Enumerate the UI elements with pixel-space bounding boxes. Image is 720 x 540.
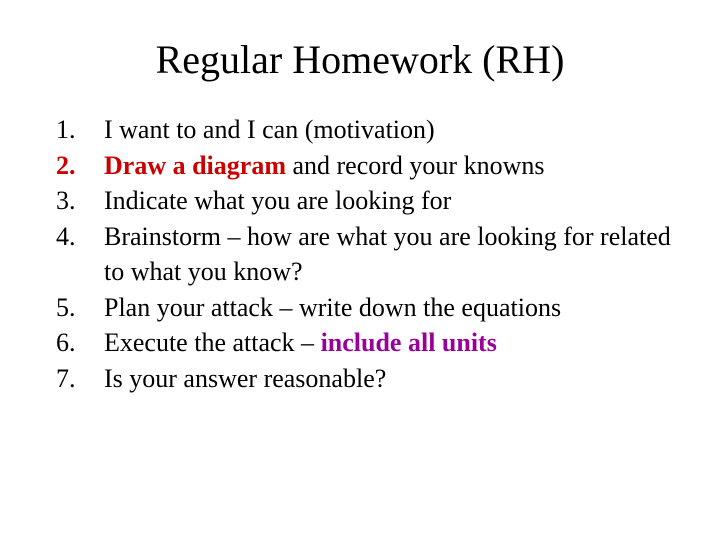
list-item-3 bbox=[56, 183, 676, 219]
item-text: Brainstorm – how are what you are looking for related to what you know? bbox=[104, 221, 671, 286]
item-text-rest: and record your knowns bbox=[285, 150, 545, 180]
item-number: 1. bbox=[56, 115, 76, 144]
item-text: I want to and I can (motivation) bbox=[104, 115, 435, 144]
slide-title: Regular Homework (RH) bbox=[155, 37, 565, 82]
list-item-1 bbox=[56, 112, 676, 148]
list-item-2 bbox=[56, 148, 676, 184]
item-text bbox=[104, 325, 676, 361]
item-number: 7. bbox=[56, 363, 76, 393]
item-text: Plan your attack – write down the equations bbox=[104, 292, 562, 322]
item-number: 2. bbox=[56, 150, 76, 180]
item-text: Indicate what you are looking for bbox=[104, 186, 452, 215]
list-item-6 bbox=[56, 325, 676, 361]
list-item-4 bbox=[56, 219, 676, 290]
item-number: 4. bbox=[56, 221, 76, 251]
highlight-include-units: include all units bbox=[320, 328, 497, 357]
item-number: 5. bbox=[56, 292, 76, 322]
steps-list bbox=[56, 112, 676, 396]
list-item-7 bbox=[56, 361, 676, 397]
item-number: 6. bbox=[56, 328, 76, 357]
list-item-5 bbox=[56, 290, 676, 326]
item-text-lead: Execute the attack – bbox=[104, 328, 321, 357]
item-text: Is your answer reasonable? bbox=[104, 363, 387, 393]
item-text bbox=[104, 148, 676, 184]
highlight-draw-diagram: Draw a diagram bbox=[104, 150, 286, 180]
item-number: 3. bbox=[56, 186, 76, 215]
